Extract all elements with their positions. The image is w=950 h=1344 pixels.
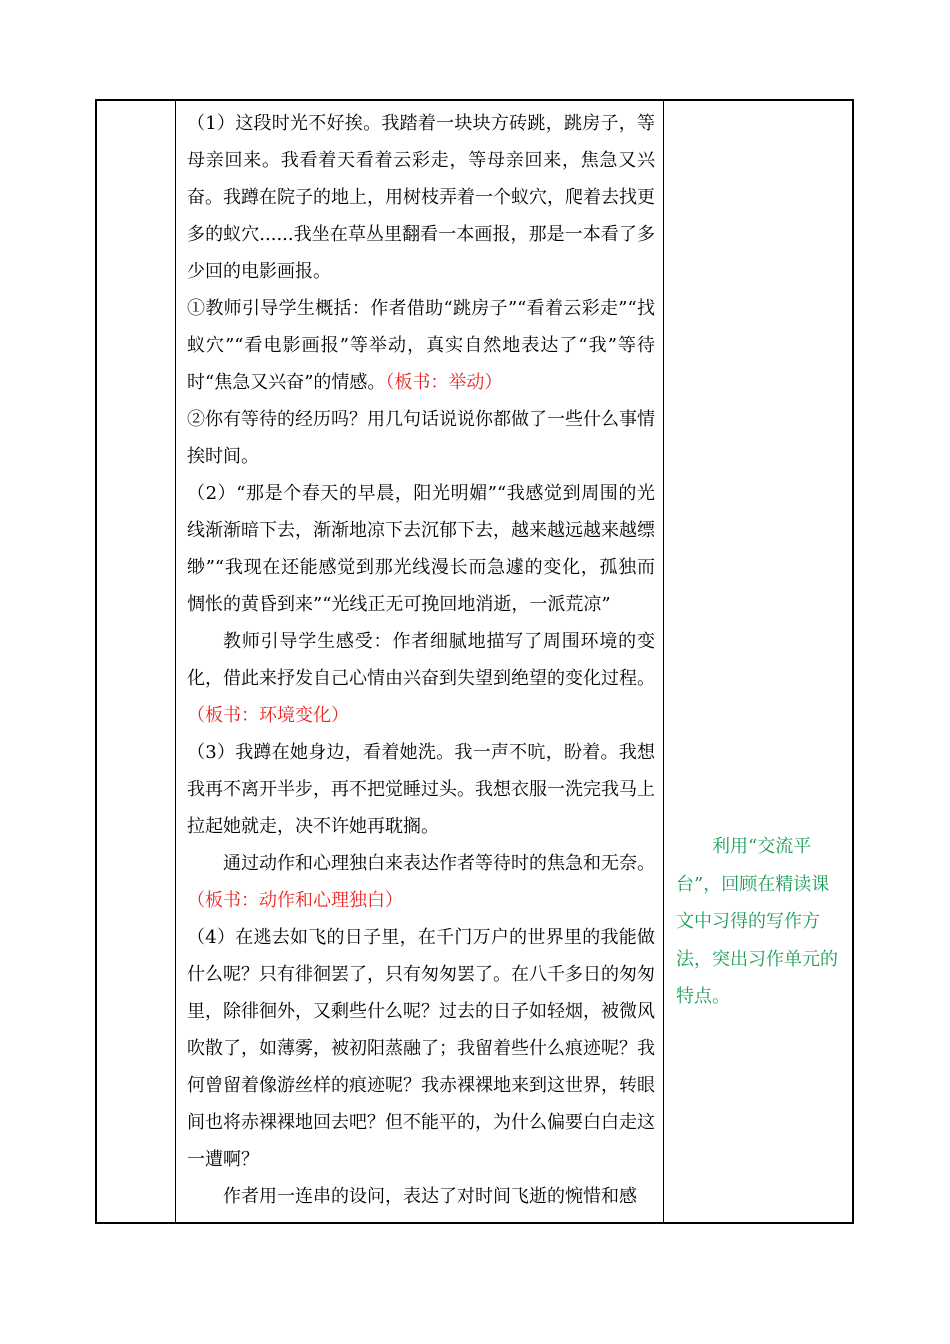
- paragraph-summary-3: 通过动作和心理独白来表达作者等待时的焦急和无奈。（板书：动作和心理独白）: [187, 853, 655, 911]
- teaching-content-column: [176, 101, 664, 1222]
- board-note: （板书：环境变化）: [187, 705, 349, 726]
- board-note: （板书：举动）: [385, 372, 503, 393]
- paragraph-summary-4: 作者用一连串的设问，表达了对时间飞逝的惋惜和感: [223, 1186, 637, 1207]
- paragraph-excerpt-3: （3）我蹲在她身边，看着她洗。我一声不吭，盼着。我想我再不离开半步，再不把觉睡过头。我想衣服一洗完我马上拉起她就走，决不许她再耽搁。: [187, 742, 655, 837]
- paragraph-excerpt-4: （4）在逃去如飞的日子里，在千门万户的世界里的我能做什么呢？只有徘徊罢了，只有匆匆罢了。在八千多日的匆匆里，除徘徊外，又剩些什么呢？过去的日子如轻烟，被微风吹散了，如薄雾，被初阳蒸融了；我留着些什么痕迹呢？我何曾留着像游丝样的痕迹呢？我赤裸裸地来到这世界，转眼间也将赤裸裸地回去吧？但不能平的，为什么偏要白白走这一遭啊？: [187, 927, 655, 1170]
- lesson-table: [95, 99, 854, 1224]
- paragraph-summary-2: 教师引导学生感受：作者细腻地描写了周围环境的变化，借此来抒发自己心情由兴奋到失望到绝望的变化过程。（板书：环境变化）: [187, 631, 655, 726]
- board-note: （板书：动作和心理独白）: [187, 890, 403, 911]
- paragraph-summary-1: ①教师引导学生概括：作者借助“跳房子”“看着云彩走”“找蚁穴”“看电影画报”等举动，真实自然地表达了“我”等待时“焦急又兴奋”的情感。（板书：举动）: [187, 298, 655, 393]
- paragraph-excerpt-1: （1）这段时光不好挨。我踏着一块块方砖跳，跳房子，等母亲回来。我看着天看着云彩走，等母亲回来，焦急又兴奋。我蹲在院子的地上，用树枝弄着一个蚁穴，爬着去找更多的蚁穴......我坐在草丛里翻看一本画报，那是一本看了多少回的电影画报。: [187, 113, 655, 282]
- paragraph-excerpt-2: （2）“那是个春天的早晨，阳光明媚”“我感觉到周围的光线渐渐暗下去，渐渐地凉下去沉郁下去，越来越远越来越缥缈”“我现在还能感觉到那光线漫长而急遽的变化，孤独而惆怅的黄昏到来”“光线正无可挽回地消逝，一派荒凉”: [187, 483, 655, 615]
- paragraph-question: ②你有等待的经历吗？用几句话说说你都做了一些什么事情挨时间。: [187, 409, 655, 467]
- design-intent-column: [664, 101, 852, 1222]
- left-column: [97, 101, 176, 1222]
- side-note: 利用“交流平台”，回顾在精读课文中习得的写作方法，突出习作单元的特点。: [676, 836, 838, 1007]
